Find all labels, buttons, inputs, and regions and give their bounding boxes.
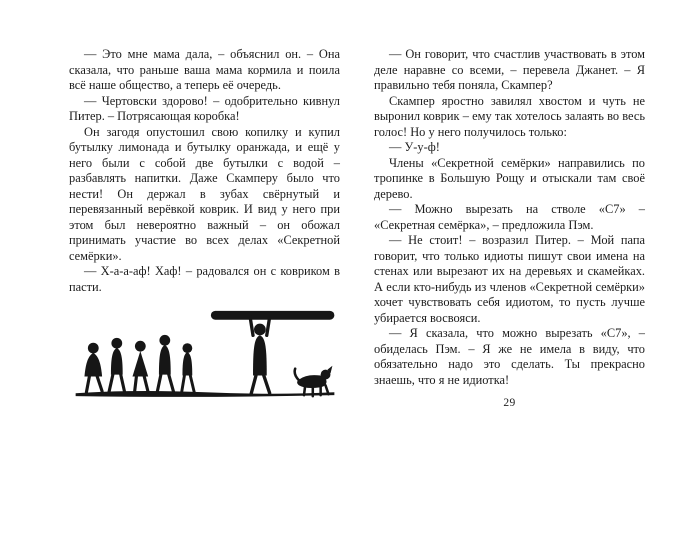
page-number: 29 [503,397,516,409]
paragraph: — Это мне мама дала, – объяснил он. – Она сказала, что раньше ваша мама кормила и поила всё наше общество, а теперь её очередь. [69,47,340,92]
paragraph: — Х-а-а-аф! Хаф! – радовался он с ковриком в пасти. [69,264,340,294]
paragraph: Члены «Секретной семёрки» направились по тропинке в Большую Рощу и отыскали там своё дерево. [374,155,645,201]
paragraph: Скампер яростно завилял хвостом и чуть не выронил коврик – ему так хотелось залаять во весь голос! Но у него получилось только: [374,93,645,139]
children-carrying-rug-illustration [65,305,345,403]
paragraph: — Не стоит! – возразил Питер. – Мой папа говорит, что только идиоты пишут свои имена на стенах или вырезают их на деревьях и скамейках. А если кто-нибудь из членов «Секретной семёрки» хочет чувствовать себя идиотом, то пусть лучше убирается восвояси. [374,233,645,325]
children-carrying-rug-icon [65,305,345,403]
paragraph: — Я сказала, что можно вырезать «С7», – обиделась Пэм. – Я же не имела в виду, что обязательно надо это сделать. Ты прекрасно знаешь, что я не идиотка! [374,326,645,387]
paragraph: — У-у-ф! [389,140,440,154]
page-left [69,47,340,409]
page-right [374,47,645,409]
paragraph: — Можно вырезать на стволе «С7» – «Секретная семёрка», – предложила Пэм. [374,202,645,232]
paragraph: Он загодя опустошил свою копилку и купил бутылку лимонада и бутылку оранжада, и ещё у него были с собой две бутылки с водой – разбавлять напитки. Даже Скамперу было что нести! Он держал в зубах свёрнутый и перевязанный верёвкой коврик. И вид у него при этом был невероятно важный – он обожал принимать участие во всех делах «Секретной семёрки». [69,124,340,263]
paragraph: — Чертовски здорово! – одобрительно кивнул Питер. – Потрясающая коробка! [69,93,340,123]
paragraph: — Он говорит, что счастлив участвовать в этом деле наравне со всеми, – перевела Джанет. – Я правильно тебя поняла, Скампер? [374,47,645,92]
